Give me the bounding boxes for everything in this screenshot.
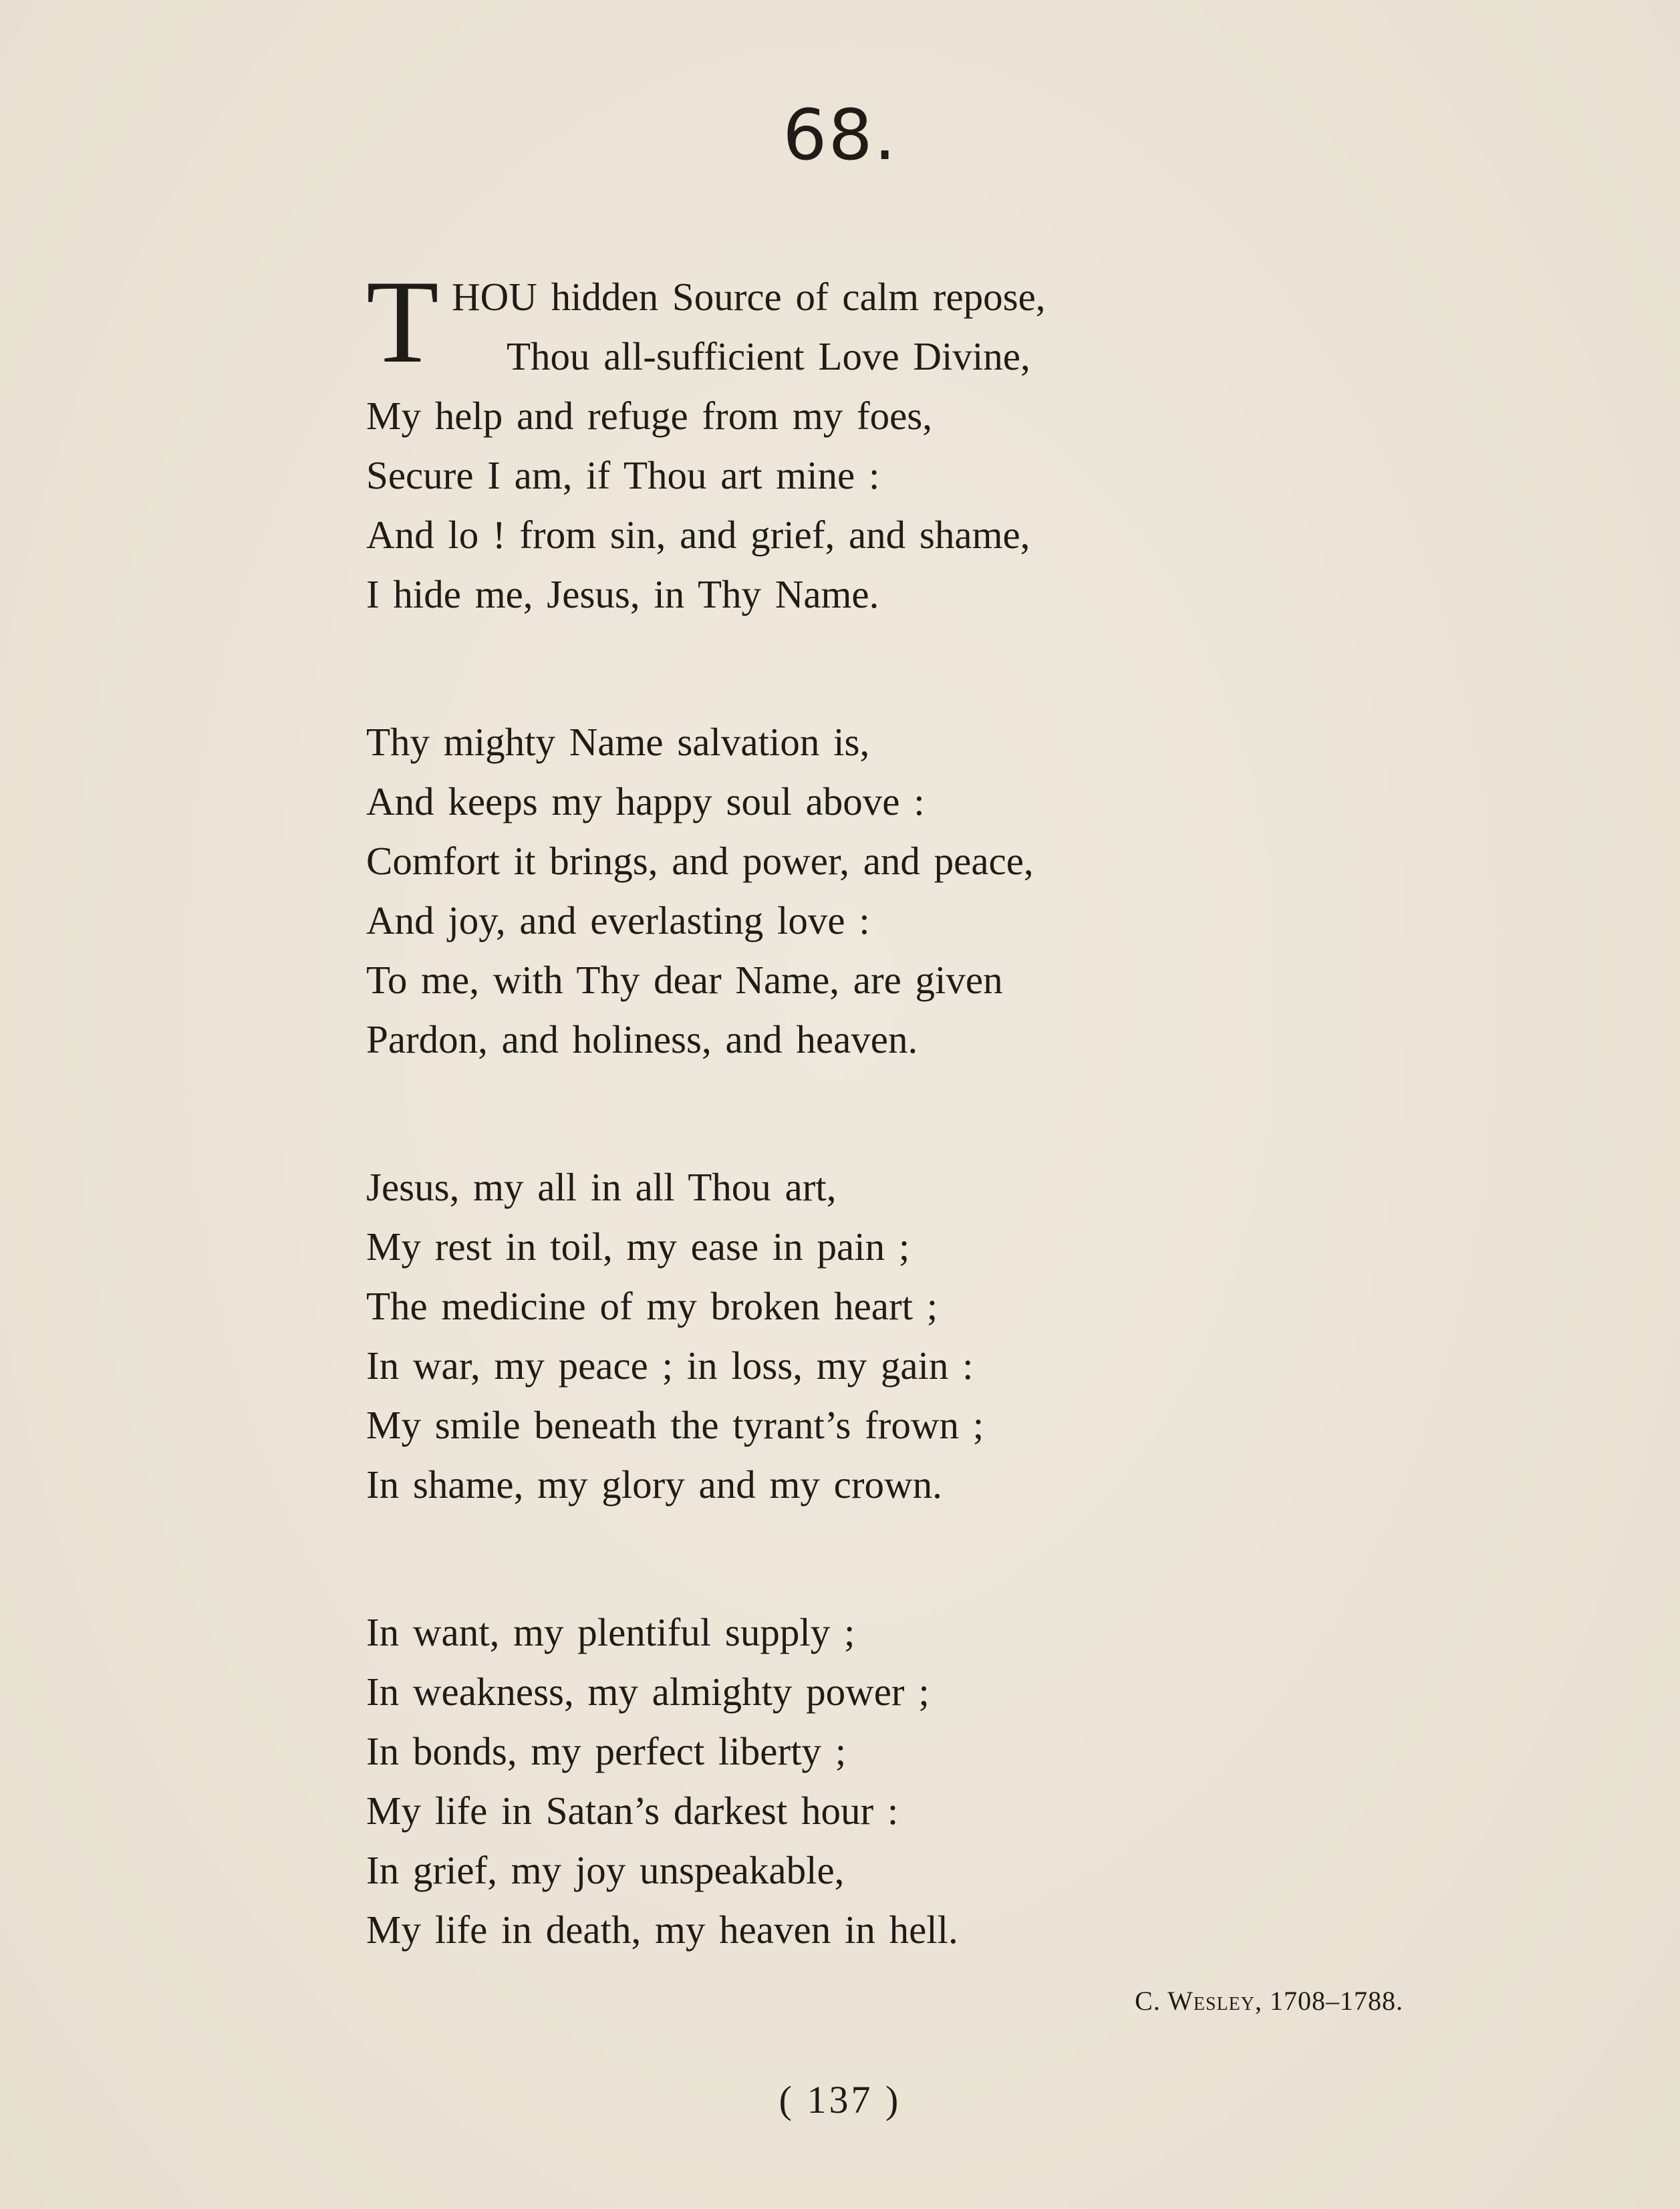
verse-line: Pardon, and holiness, and heaven. — [366, 1017, 918, 1061]
author-attribution — [1135, 1985, 1403, 2017]
verse-line: In bonds, my perfect liberty ; — [366, 1729, 847, 1773]
verse-line: Thou all-sufficient Love Divine, — [507, 334, 1030, 378]
poem — [366, 255, 1435, 2048]
verse-line: Comfort it brings, and power, and peace, — [366, 839, 1034, 883]
verse-line: And lo ! from sin, and grief, and shame, — [366, 513, 1030, 557]
verse-line: And keeps my happy soul above : — [366, 779, 925, 823]
stanza-4 — [366, 1603, 1435, 1960]
attribution-name: esley — [1193, 1986, 1255, 2016]
stanza-2 — [366, 712, 1435, 1069]
verse-line: I hide me, Jesus, in Thy Name. — [366, 572, 879, 616]
verse-line: In grief, my joy unspeakable, — [366, 1848, 845, 1892]
verse-line: Secure I am, if Thou art mine : — [366, 453, 880, 497]
verse-line: In shame, my glory and my crown. — [366, 1462, 942, 1507]
verse-line: And joy, and everlasting love : — [366, 898, 870, 942]
verse-line: In want, my plentiful supply ; — [366, 1610, 855, 1654]
page-number: ( 137 ) — [779, 2078, 901, 2121]
verse-line: My life in death, my heaven in hell. — [366, 1908, 958, 1952]
drop-cap: T — [366, 255, 439, 388]
verse-line: In weakness, my almighty power ; — [366, 1670, 930, 1714]
stanza-3 — [366, 1158, 1435, 1515]
verse-line: My life in Satan’s darkest hour : — [366, 1789, 899, 1833]
verse-line: My help and refuge from my foes, — [366, 394, 933, 438]
verse-line: Jesus, my all in all Thou art, — [366, 1165, 837, 1209]
stanza-1 — [366, 255, 1435, 624]
attribution-dates: , 1708–1788. — [1255, 1986, 1403, 2016]
attribution-prefix: C. W — [1135, 1986, 1194, 2016]
verse-line: My rest in toil, my ease in pain ; — [366, 1224, 910, 1269]
hymn-number: 68. — [783, 94, 897, 176]
verse-line: The medicine of my broken heart ; — [366, 1284, 938, 1328]
verse-line: To me, with Thy dear Name, are given — [366, 958, 1003, 1002]
verse-line: In war, my peace ; in loss, my gain : — [366, 1343, 974, 1388]
verse-line: Thy mighty Name salvation is, — [366, 720, 870, 764]
verse-line: My smile beneath the tyrant’s frown ; — [366, 1403, 984, 1447]
verse-line: HOU hidden Source of calm repose, — [452, 275, 1046, 319]
